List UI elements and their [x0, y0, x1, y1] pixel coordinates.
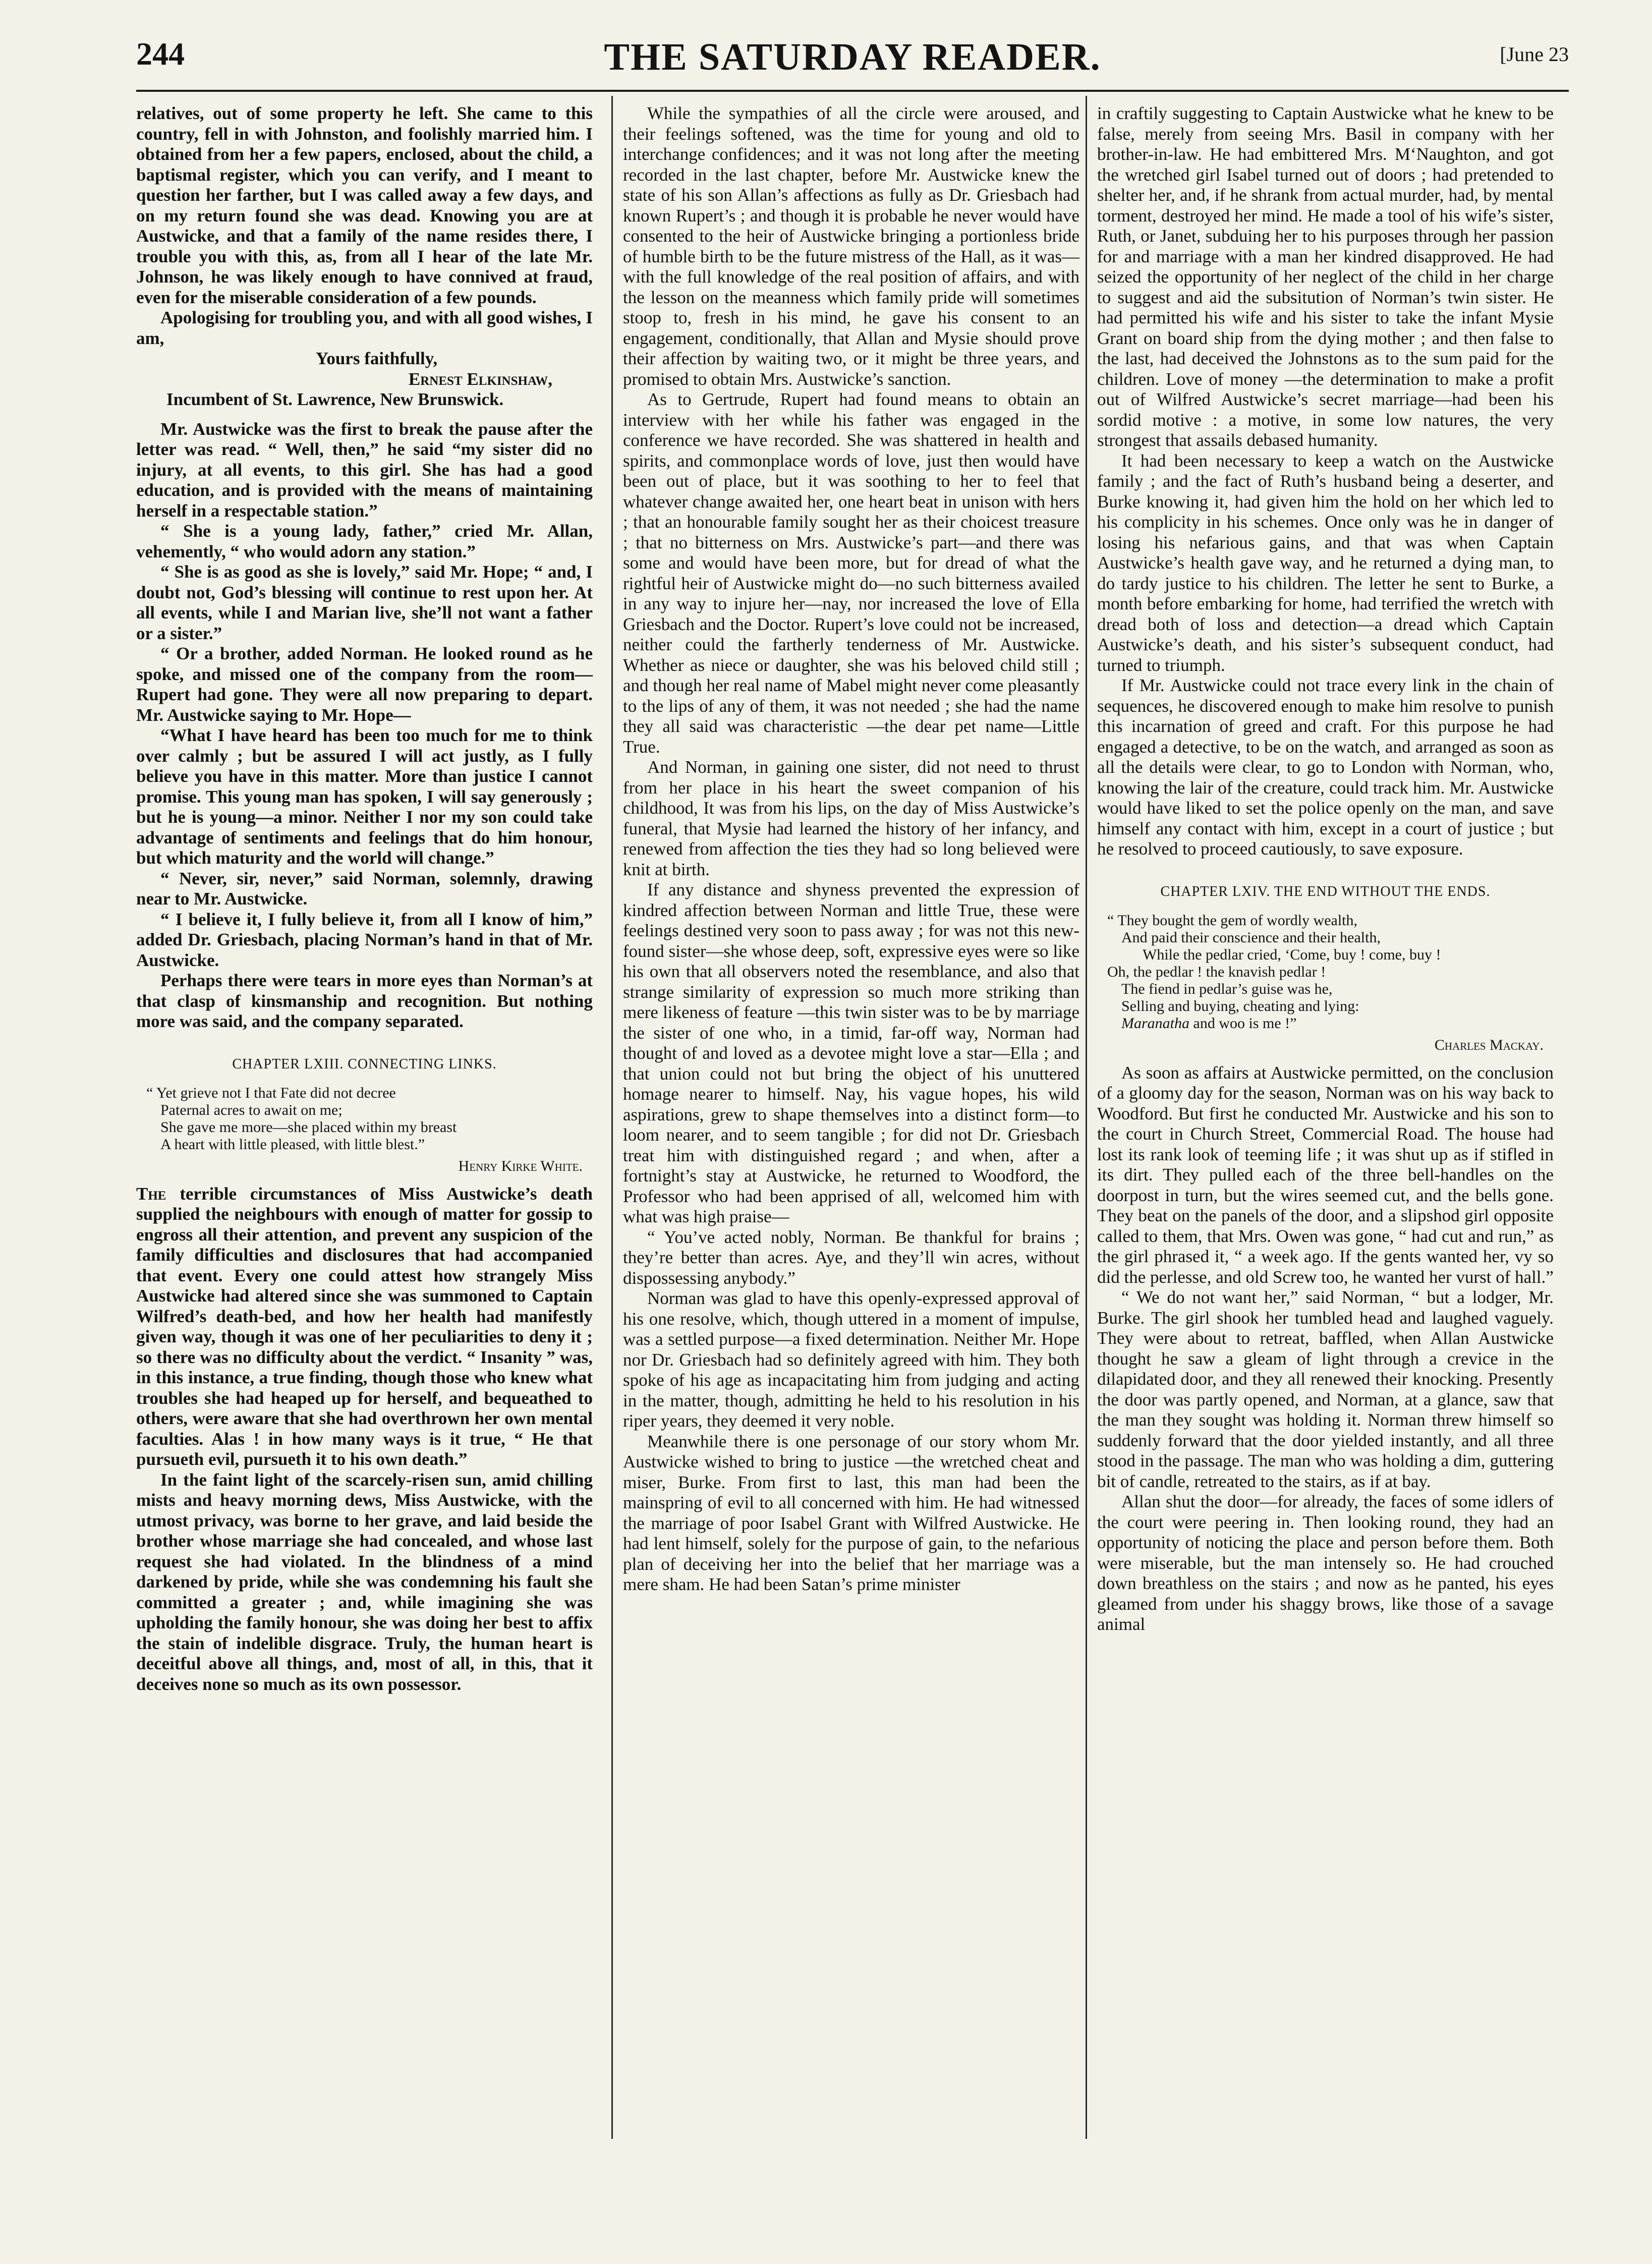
issue-date: [June 23 [1500, 43, 1569, 66]
epigraph [1107, 912, 1554, 1032]
epigraph-line-text: and woo is me !” [1189, 1015, 1297, 1032]
paragraph: As to Gertrude, Rupert had found means to obtain an interview with her while his father was engaged in the conference we have recorded. She was shattered in health and spirits, and commonplace words of love, just then would have been out of place, but it was soothing to her to feel that whatever change awaited her, one heart beat in unison with hers ; that an honourable family sought her as their choicest treasure ; that no bitterness on Mrs. Austwicke’s part—and there was some and would have been more, but for dread of what the rightful heir of Austwicke might do—no such bitterness availed in any way to injure her—nay, nor increased the love of Ella Griesbach and the Doctor. Rupert’s love could not be increased, neither could the fartherly tenderness of Mr. Austwicke. Whether as niece or daughter, she was his beloved child still ; and though her real name of Mabel might never come pleasantly to the lips of any of them, it was not needed ; she had the name they all said was characteristic —the dear pet name—Little True. [623, 389, 1079, 757]
epigraph-line: She gave me more—she placed within my breast [160, 1119, 457, 1136]
paragraph [136, 1184, 593, 1470]
paragraph: “ I believe it, I fully believe it, from all I know of him,” added Dr. Griesbach, placing Norman’s hand in that of Mr. Austwicke. [136, 909, 593, 970]
chapter-heading: CHAPTER LXIV. THE END WITHOUT THE ENDS. [1160, 883, 1491, 899]
opening-word: The [136, 1183, 166, 1204]
paragraph: It had been necessary to keep a watch on the Austwicke family ; and the fact of Ruth’s husband being a deserter, and Burke knowing it, had given him the hold on her which led to his complicity in his schemes. Once only was he in danger of losing his nefarious gains, and that was when Captain Austwicke’s health gave way, and he returned a dying man, to do tardy justice to his children. The letter he sent to Burke, a month before embarking for home, had terrified the wretch with dread both of loss and detection—a dread which Captain Austwicke’s death, and his sister’s subsequent conduct, had turned to triumph. [1097, 450, 1554, 675]
italic-word: Maranatha [1121, 1015, 1189, 1032]
paragraph: “ She is as good as she is lovely,” said Mr. Hope; “ and, I doubt not, God’s blessing will continue to rest upon her. At all events, while I and Marian live, she’ll not want a father or a sister.” [136, 562, 593, 643]
paragraph: “ She is a young lady, father,” cried Mr. Allan, vehemently, “ who would adorn any station.” [136, 521, 593, 561]
paragraph: “What I have heard has been too much for me to think over calmly ; but be assured I will act justly, as I fully believe you have in this matter. More than justice I cannot promise. This young man has spoken, I will say generously ; but he is young—a minor. Neither I nor my son could take advantage of sentiments and feelings that do him honour, but which maturity and the world will change.” [136, 725, 593, 868]
header-rule [136, 90, 1569, 92]
paragraph: “ You’ve acted nobly, Norman. Be thankful for brains ; they’re better than acres. Aye, and they’ll win acres, without dispossessing anybody.” [623, 1227, 1079, 1288]
paragraph: in craftily suggesting to Captain Austwicke what he knew to be false, merely from seeing Mrs. Basil in company with her brother-in-law. He had embittered Mrs. M‘Naughton, and got the wretched girl Isabel turned out of doors ; had pretended to shelter her, and, if he shrank from actual murder, had, by mental torment, destroyed her mind. He made a tool of his wife’s sister, Ruth, or Janet, subduing her to his purposes through her passion for and marriage with a man her kindred disapproved. He had seized the opportunity of her neglect of the child in her charge to suggest and aid the subsitution of Norman’s twin sister. He had permitted his wife and his sister to take the infant Mysie Grant on board ship from the dying mother ; and then false to the last, had deceived the Johnstons as to the sum paid for the children. Love of money —the determination to make a profit out of Wilfred Austwicke’s secret marriage—had been his sordid motive : a motive, in some low natures, the very strongest that assails debased humanity. [1097, 103, 1554, 450]
paragraph: Mr. Austwicke was the first to break the pause after the letter was read. “ Well, then,” he said “my sister did no injury, at all events, to this girl. She has had a good education, and is provided with the means of maintaining herself in a respectable station.” [136, 419, 593, 521]
paragraph: relatives, out of some property he left. She came to this country, fell in with Johnston, and foolishly married him. I obtained from her a few papers, enclosed, about the child, a baptismal register, which you can verify, and I meant to question her farther, but I was called away a few days, and on my return found she was dead. Knowing you are at Austwicke, and that a family of the name resides there, I trouble you with this, as, from all I hear of the late Mr. Johnson, he was likely enough to have connived at fraud, even for the miserable consideration of a few pounds. [136, 103, 593, 307]
paragraph: “ Or a brother, added Norman. He looked round as he spoke, and missed one of the company from the room—Rupert had gone. They were all now preparing to depart. Mr. Austwicke saying to Mr. Hope— [136, 644, 593, 725]
epigraph-author: Charles Mackay. [1434, 1037, 1544, 1053]
masthead-title: THE SATURDAY READER. [604, 36, 1101, 78]
letter-signature: Ernest Elkinshaw, [408, 369, 552, 389]
epigraph-line: While the pedlar cried, ‘Come, buy ! come, buy ! [1143, 946, 1441, 963]
epigraph-line: “ Yet grieve not I that Fate did not decree [146, 1085, 396, 1101]
paragraph: If any distance and shyness prevented the expression of kindred affection between Norman and little True, these were feelings destined very soon to pass away ; for was not this new-found sister—she whose deep, soft, expressive eyes were so like his own that all observers noted the resemblance, and also that strange similarity of expression so much more striking than mere likeness of feature —this twin sister was to be by marriage the sister of one who, in a timid, far-off way, Norman had thought of and loved as a devotee might love a star—Ella ; and that union could not but bring the object of his unuttered homage nearer to himself. Nay, his vague hopes, his wild aspirations, grew to shape themselves into a distinct form—to loom nearer, and to seem tangible ; for did not Dr. Griesbach treat him with distinguished regard ; and when, after a fortnight’s stay at Austwicke, he returned to Woodford, the Professor who had been apprised of all, welcomed him with what was high praise— [623, 880, 1079, 1226]
epigraph-line: The fiend in pedlar’s guise was he, [1121, 981, 1333, 997]
paragraph: If Mr. Austwicke could not trace every link in the chain of sequences, he discovered enough to make him resolve to punish this incarnation of greed and craft. For this purpose he had engaged a detective, to be on the watch, and arranged as soon as all the details were clear, to go to London with Norman, who, knowing the lair of the creature, could track him. Mr. Austwicke would have liked to set the police openly on the man, and save himself any contact with him, except in a court of justice ; but he resolved to proceed cautiously, to save exposure. [1097, 675, 1554, 859]
paragraph: While the sympathies of all the circle were aroused, and their feelings softened, was the time for young and old to interchange confidences; and it was not long after the meeting recorded in the last chapter, before Mr. Austwicke knew the state of his son Allan’s affections as fully as Dr. Griesbach had known Rupert’s ; and though it is probable he never would have consented to the heir of Austwicke bringing a portionless bride of humble birth to be the future mistress of the Hall, as it was—with the full knowledge of the real position of affairs, and with the lesson on the meanness which family pride will sometimes stoop to, fresh in his mind, he gave his consent to an engagement, conditionally, that Allan and Mysie should prove their affection by waiting two, or it might be three years, and promised to obtain Mrs. Austwicke’s sanction. [623, 103, 1079, 389]
paragraph: “ Never, sir, never,” said Norman, solemnly, drawing near to Mr. Austwicke. [136, 868, 593, 909]
epigraph [146, 1085, 593, 1153]
paragraph: “ We do not want her,” said Norman, “ but a lodger, Mr. Burke. The girl shook her tumbled head and laughed vaguely. They were about to retreat, baffled, when Allan Austwicke thought he saw a gleam of light through a crevice in the dilapidated door, and they all renewed their knocking. Presently the door was partly opened, and Norman, at a glance, saw that the man they sought was holding it. Norman threw himself so suddenly forward that the door yielded instantly, and all three stood in the passage. The man who was holding a dim, guttering bit of candle, retreated to the stairs, as if at bay. [1097, 1287, 1554, 1491]
epigraph-line: And paid their conscience and their health, [1121, 929, 1381, 946]
epigraph-line: Paternal acres to await on me; [160, 1102, 343, 1118]
column-divider-1 [611, 96, 613, 2139]
page-number: 244 [136, 36, 185, 72]
letter-closing: Yours faithfully, [315, 349, 438, 368]
column-2 [623, 103, 1079, 1595]
paragraph: Norman was glad to have this openly-expressed approval of his one resolve, which, though uttered in a moment of impulse, was a settled purpose—a fixed determination. Neither Mr. Hope nor Dr. Griesbach had so definitely agreed with him. They both spoke of his age as incapacitating him from judging and acting in the matter, though, admitting he held to his resolution in his riper years, they deemed it very noble. [623, 1288, 1079, 1431]
column-divider-2 [1086, 96, 1087, 2139]
chapter-heading: CHAPTER LXIII. CONNECTING LINKS. [232, 1056, 497, 1072]
paragraph: In the faint light of the scarcely-risen sun, amid chilling mists and heavy morning dews, Miss Austwicke, with the utmost privacy, was borne to her grave, and laid beside the brother whose marriage she had concealed, and whose last request she had violated. In the blindness of a mind darkened by pride, while she was condemning his fault she committed a greater ; and, while imagining she was upholding the family honour, she was doing her best to affix the stain of indelible disgrace. Truly, the human heart is deceitful above all things, and, most of all, in this, that it deceives none so much as its own possessor. [136, 1469, 593, 1694]
column-1 [136, 103, 593, 1694]
paragraph: Apologising for troubling you, and with all good wishes, I am, [136, 308, 593, 348]
epigraph-line: “ They bought the gem of wordly wealth, [1107, 912, 1357, 929]
paragraph: Meanwhile there is one personage of our story whom Mr. Austwicke wished to bring to justice —the wretched cheat and miser, Burke. From first to last, this man had been the mainspring of evil to all concerned with him. He had witnessed the marriage of poor Isabel Grant with Wilfred Austwicke. He had lent himself, solely for the purpose of gain, to the nefarious plan of deceiving her into the belief that her marriage was a mere sham. He had been Satan’s prime minister [623, 1431, 1079, 1594]
paragraph-text: terrible circumstances of Miss Austwicke’s death supplied the neighbours with enough of matter for gossip to engross all their attention, and prevent any suspicion of the family difficulties and disclosures that had accompanied that event. Every one could attest how strangely Miss Austwicke had altered since she was summoned to Captain Wilfred’s death-bed, and how her health had manifestly given way, though it was one of her peculiarities to deny it ; so there was no difficulty about the verdict. “ Insanity ” was, in this instance, a true finding, though those who knew what troubles she had heaped up for herself, and bequeathed to others, were aware that she had overthrown her own mental faculties. Alas ! in how many ways is it true, “ He that pursueth evil, pursueth it to his own death.” [136, 1183, 593, 1469]
column-3 [1097, 103, 1554, 1635]
epigraph-line: Oh, the pedlar ! the knavish pedlar ! [1107, 964, 1326, 980]
epigraph-line: Selling and buying, cheating and lying: [1121, 998, 1359, 1014]
paragraph: Perhaps there were tears in more eyes than Norman’s at that clasp of kinsmanship and recognition. But nothing more was said, and the company separated. [136, 971, 593, 1031]
epigraph-author: Henry Kirke White. [458, 1158, 583, 1174]
paragraph: Allan shut the door—for already, the faces of some idlers of the court were peering in. Then looking round, they had an opportunity of noticing the place and person before them. Both were miserable, but the man intensely so. He had crouched down breathless on the stairs ; and now as he panted, his eyes gleamed from under his shaggy brows, like those of a savage animal [1097, 1492, 1554, 1634]
epigraph-line [1107, 1015, 1554, 1032]
letter-signatory-title: Incumbent of St. Lawrence, New Brunswick. [166, 389, 504, 409]
paragraph: As soon as affairs at Austwicke permitted, on the conclusion of a gloomy day for the season, Norman was on his way back to Woodford. But first he conducted Mr. Austwicke and his son to the court in Church Street, Commercial Road. The house had lost its rank look of teeming life ; it was shut up as if stifled in its dirt. They pulled each of the three bell-handles on the doorpost in turn, but the wires seemed cut, and the bells gone. They beat on the panels of the door, and a slipshod girl opposite called to them, that Mrs. Owen was gone, “ had cut and run,” as the girl phrased it, “ a week ago. If the gents wanted her, vy so did the perlesse, and old Screw too, he wanted her vurst of hall.” [1097, 1062, 1554, 1287]
epigraph-line: A heart with little pleased, with little blest.” [160, 1136, 425, 1153]
page-header [136, 35, 1569, 86]
paragraph: And Norman, in gaining one sister, did not need to thrust from her place in his heart the sweet companion of his childhood, It was from his lips, on the day of Miss Austwicke’s funeral, that Mysie had learned the history of her infancy, and renewed from affection the ties they had so long believed were knit at birth. [623, 757, 1079, 879]
